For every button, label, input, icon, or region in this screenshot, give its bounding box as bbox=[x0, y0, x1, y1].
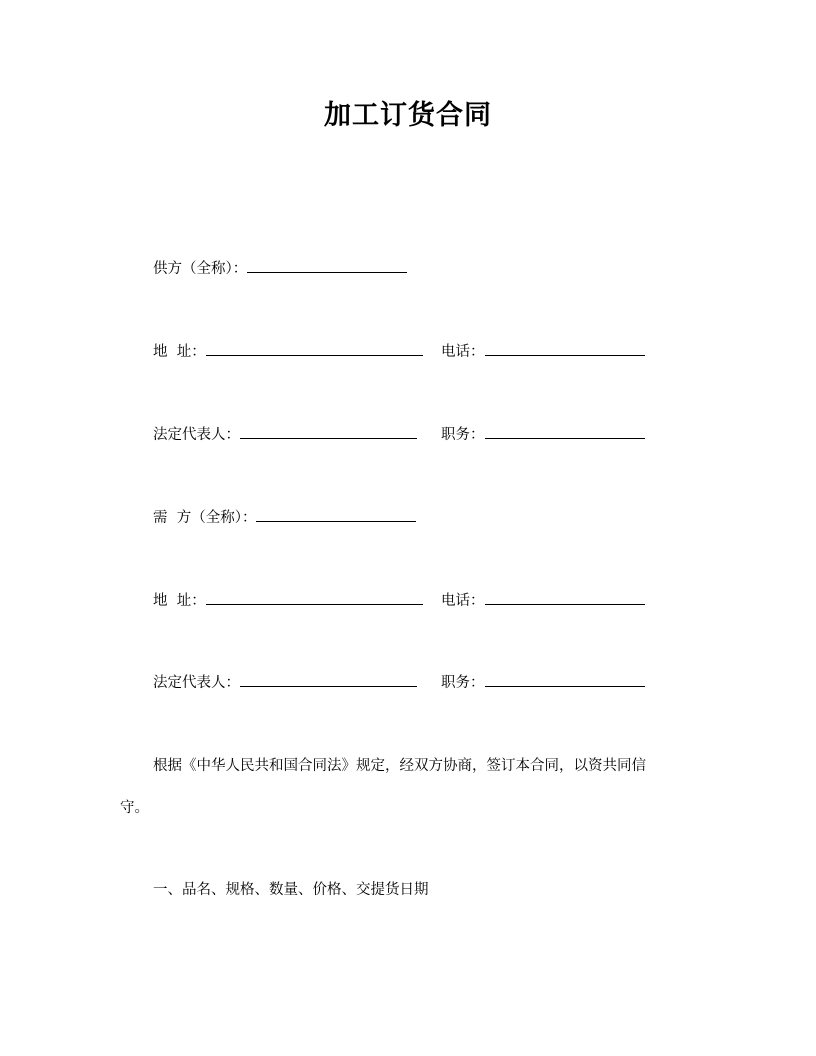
buyer-address-row bbox=[153, 590, 423, 611]
section-1-heading: 一、品名、规格、数量、价格、交提货日期 bbox=[153, 882, 429, 898]
preamble-line-1: 根据《中华人民共和国合同法》规定，经双方协商，签订本合同，以资共同信 bbox=[153, 758, 646, 774]
supplier-address-row bbox=[153, 341, 423, 362]
buyer-position-label: 职务： bbox=[441, 675, 485, 691]
preamble-line-2: 守。 bbox=[120, 800, 149, 816]
supplier-address-label: 地 址： bbox=[153, 344, 206, 360]
supplier-position-label: 职务： bbox=[441, 427, 485, 443]
buyer-address-label: 地 址： bbox=[153, 593, 206, 609]
supplier-rep-label: 法定代表人： bbox=[153, 427, 240, 443]
supplier-phone-row bbox=[441, 341, 645, 362]
buyer-address-blank[interactable] bbox=[206, 590, 423, 605]
supplier-address-blank[interactable] bbox=[206, 341, 423, 356]
supplier-rep-row bbox=[153, 424, 417, 445]
document-title: 加工订货合同 bbox=[324, 100, 492, 131]
buyer-name-label: 需 方（全称）： bbox=[153, 510, 257, 526]
buyer-phone-row bbox=[441, 590, 645, 611]
supplier-position-row bbox=[441, 424, 645, 445]
buyer-phone-label: 电话： bbox=[441, 593, 485, 609]
buyer-rep-row bbox=[153, 672, 417, 693]
supplier-rep-blank[interactable] bbox=[240, 424, 417, 439]
buyer-position-row bbox=[441, 672, 645, 693]
buyer-phone-blank[interactable] bbox=[485, 590, 645, 605]
supplier-phone-label: 电话： bbox=[441, 344, 485, 360]
buyer-name-blank[interactable] bbox=[256, 507, 416, 522]
supplier-phone-blank[interactable] bbox=[485, 341, 645, 356]
supplier-name-label: 供方（全称）： bbox=[153, 261, 248, 277]
supplier-position-blank[interactable] bbox=[485, 424, 645, 439]
buyer-name-row bbox=[153, 507, 416, 528]
supplier-name-blank[interactable] bbox=[247, 258, 407, 273]
buyer-position-blank[interactable] bbox=[485, 672, 645, 687]
buyer-rep-label: 法定代表人： bbox=[153, 675, 240, 691]
supplier-name-row bbox=[153, 258, 407, 279]
buyer-rep-blank[interactable] bbox=[240, 672, 417, 687]
